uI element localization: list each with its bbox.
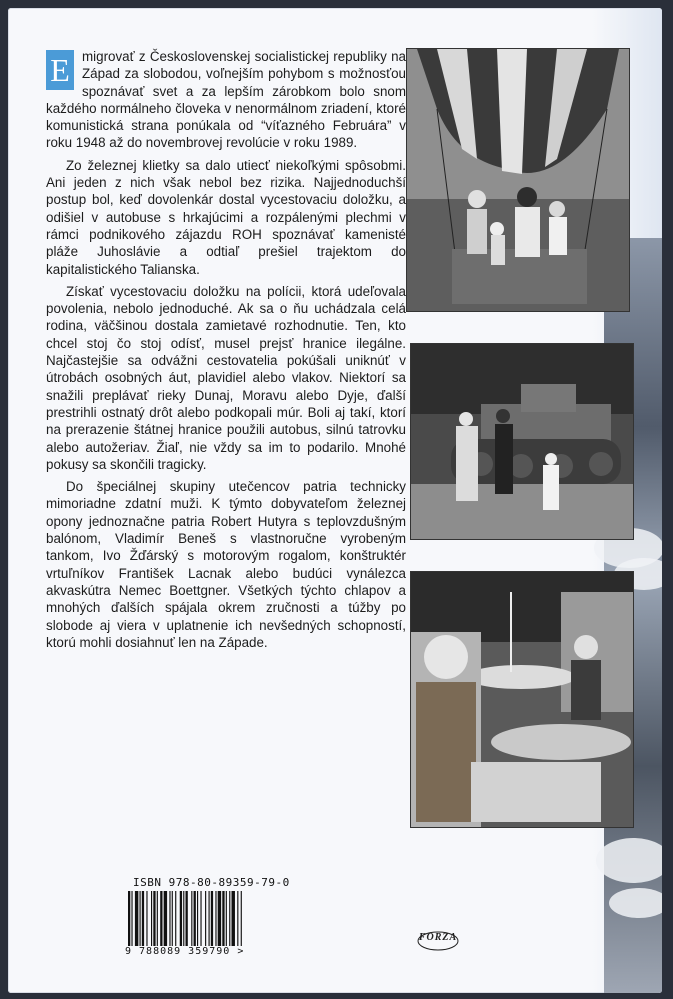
paragraph-1-text: migrovať z Československej socialistickej republiky na Západ za slobodou, voľnejším pohybom s možnosťou spoznávať svet a za lepším zárobkom bolo snom každého normálneho človeka v nenormálnom zriadení, ktoré komunistická strana ponúkala od “víťazného Februára” v roku 1948 až do novembrovej revolúcie v roku 1989. bbox=[46, 49, 406, 151]
barcode-bar bbox=[172, 891, 173, 947]
barcode-bar bbox=[135, 891, 138, 947]
paragraph-2: Zo železnej klietky sa dalo utiecť niekoľkými spôsobmi. Ani jeden z nich však nebol bez rizika. Najjednoduchší postup bol, keď dovolenkár dostal vycestovaciu doložku, a odišiel v autobuse s hrkajúcimi a rozpálenými plechmi v rámci podnikového zájazdu ROH spoznávať kamenisté pláže Juhoslávie a odtiaľ prešiel trajektom do kapitalistického Talianska. bbox=[46, 157, 406, 277]
barcode-bar bbox=[194, 891, 196, 947]
barcode-bar bbox=[197, 891, 198, 947]
photo-tank bbox=[410, 343, 634, 540]
barcode-bar bbox=[169, 891, 170, 947]
barcode-bar bbox=[180, 891, 182, 947]
paragraph-3: Získať vycestovaciu doložku na polícii, ktorá udeľovala povolenia, nebolo jednoduché. Ak sa o ňu uchádzala celá rodina, väčšinou dostala zamietavé rozhodnutie. Ten, kto chcel stoj čo stoj odísť, musel prejsť hranice ilegálne. Najčastejšie sa odvážni cestovatelia pokúšali uniknúť v útrobách osobných áut, plavidiel alebo vlakov. Niektorí sa snažili preplávať rieky Dunaj, Moravu alebo Dyje, ďalší prestrihli ostnatý drôt alebo podkopali múr. Boli aj takí, ktorí na prerazenie štátnej hranice použili autobus, silnú tatrovku alebo autožeriav. Žiaľ, nie vždy sa im to podarilo. Mnohé pokusy sa skončili tragicky. bbox=[46, 283, 406, 472]
barcode-bar bbox=[146, 891, 147, 947]
barcode-bar bbox=[183, 891, 184, 947]
barcode bbox=[126, 891, 296, 953]
barcode-bar bbox=[232, 891, 235, 947]
book-back-cover bbox=[8, 8, 662, 993]
barcode-bar bbox=[157, 891, 158, 947]
barcode-bar bbox=[237, 891, 238, 947]
barcode-bar bbox=[186, 891, 188, 947]
barcode-bar bbox=[151, 891, 152, 947]
photo-balloon bbox=[406, 48, 630, 312]
barcode-bar bbox=[218, 891, 221, 947]
barcode-bar bbox=[241, 891, 242, 947]
barcode-bar bbox=[140, 891, 141, 947]
paragraph-4: Do špeciálnej skupiny utečencov patria technicky mimoriadne zdatní muži. K týmto dobyvateľom železnej opony jednoznačne patria Robert Hutyra s teplovzdušným balónom, Vladimír Beneš s vlastnoručne vyrobeným tankom, Ivo Žďárský s motorovým rogalom, konštruktér vrtuľníkov František Lacnak alebo budúci vynálezca akvaskútra Nemec Boettgner. Všetkých týchto chlapov a mnohých ďalších spájala okrem zručnosti a túžby po slobode aj viera v uplatnenie ich nevšedných schopností, ktorú mohli dosiahnuť len na Západe. bbox=[46, 479, 406, 650]
barcode-bar bbox=[142, 891, 144, 947]
barcode-bar bbox=[191, 891, 192, 947]
barcode-bar bbox=[128, 891, 130, 947]
barcode-bar bbox=[211, 891, 213, 947]
photo-workshop bbox=[410, 571, 634, 828]
barcode-bar bbox=[226, 891, 227, 947]
publisher-logo-text: FORZA bbox=[418, 932, 458, 943]
barcode-bar bbox=[209, 891, 210, 947]
barcode-bar bbox=[222, 891, 224, 947]
barcode-bar bbox=[175, 891, 176, 947]
barcode-bar bbox=[205, 891, 206, 947]
barcode-bar bbox=[229, 891, 230, 947]
barcode-bar bbox=[215, 891, 216, 947]
publisher-logo bbox=[416, 930, 460, 952]
isbn-label: ISBN 978-80-89359-79-0 bbox=[133, 876, 290, 889]
blurb-text bbox=[46, 48, 406, 656]
paragraph-1 bbox=[46, 48, 406, 152]
barcode-bar bbox=[131, 891, 132, 947]
drop-cap: E bbox=[46, 50, 74, 90]
barcode-bar bbox=[160, 891, 162, 947]
barcode-digits: 9 788089 359790 > bbox=[125, 946, 245, 957]
barcode-bar bbox=[200, 891, 201, 947]
barcode-bar bbox=[153, 891, 155, 947]
barcode-bar bbox=[164, 891, 167, 947]
